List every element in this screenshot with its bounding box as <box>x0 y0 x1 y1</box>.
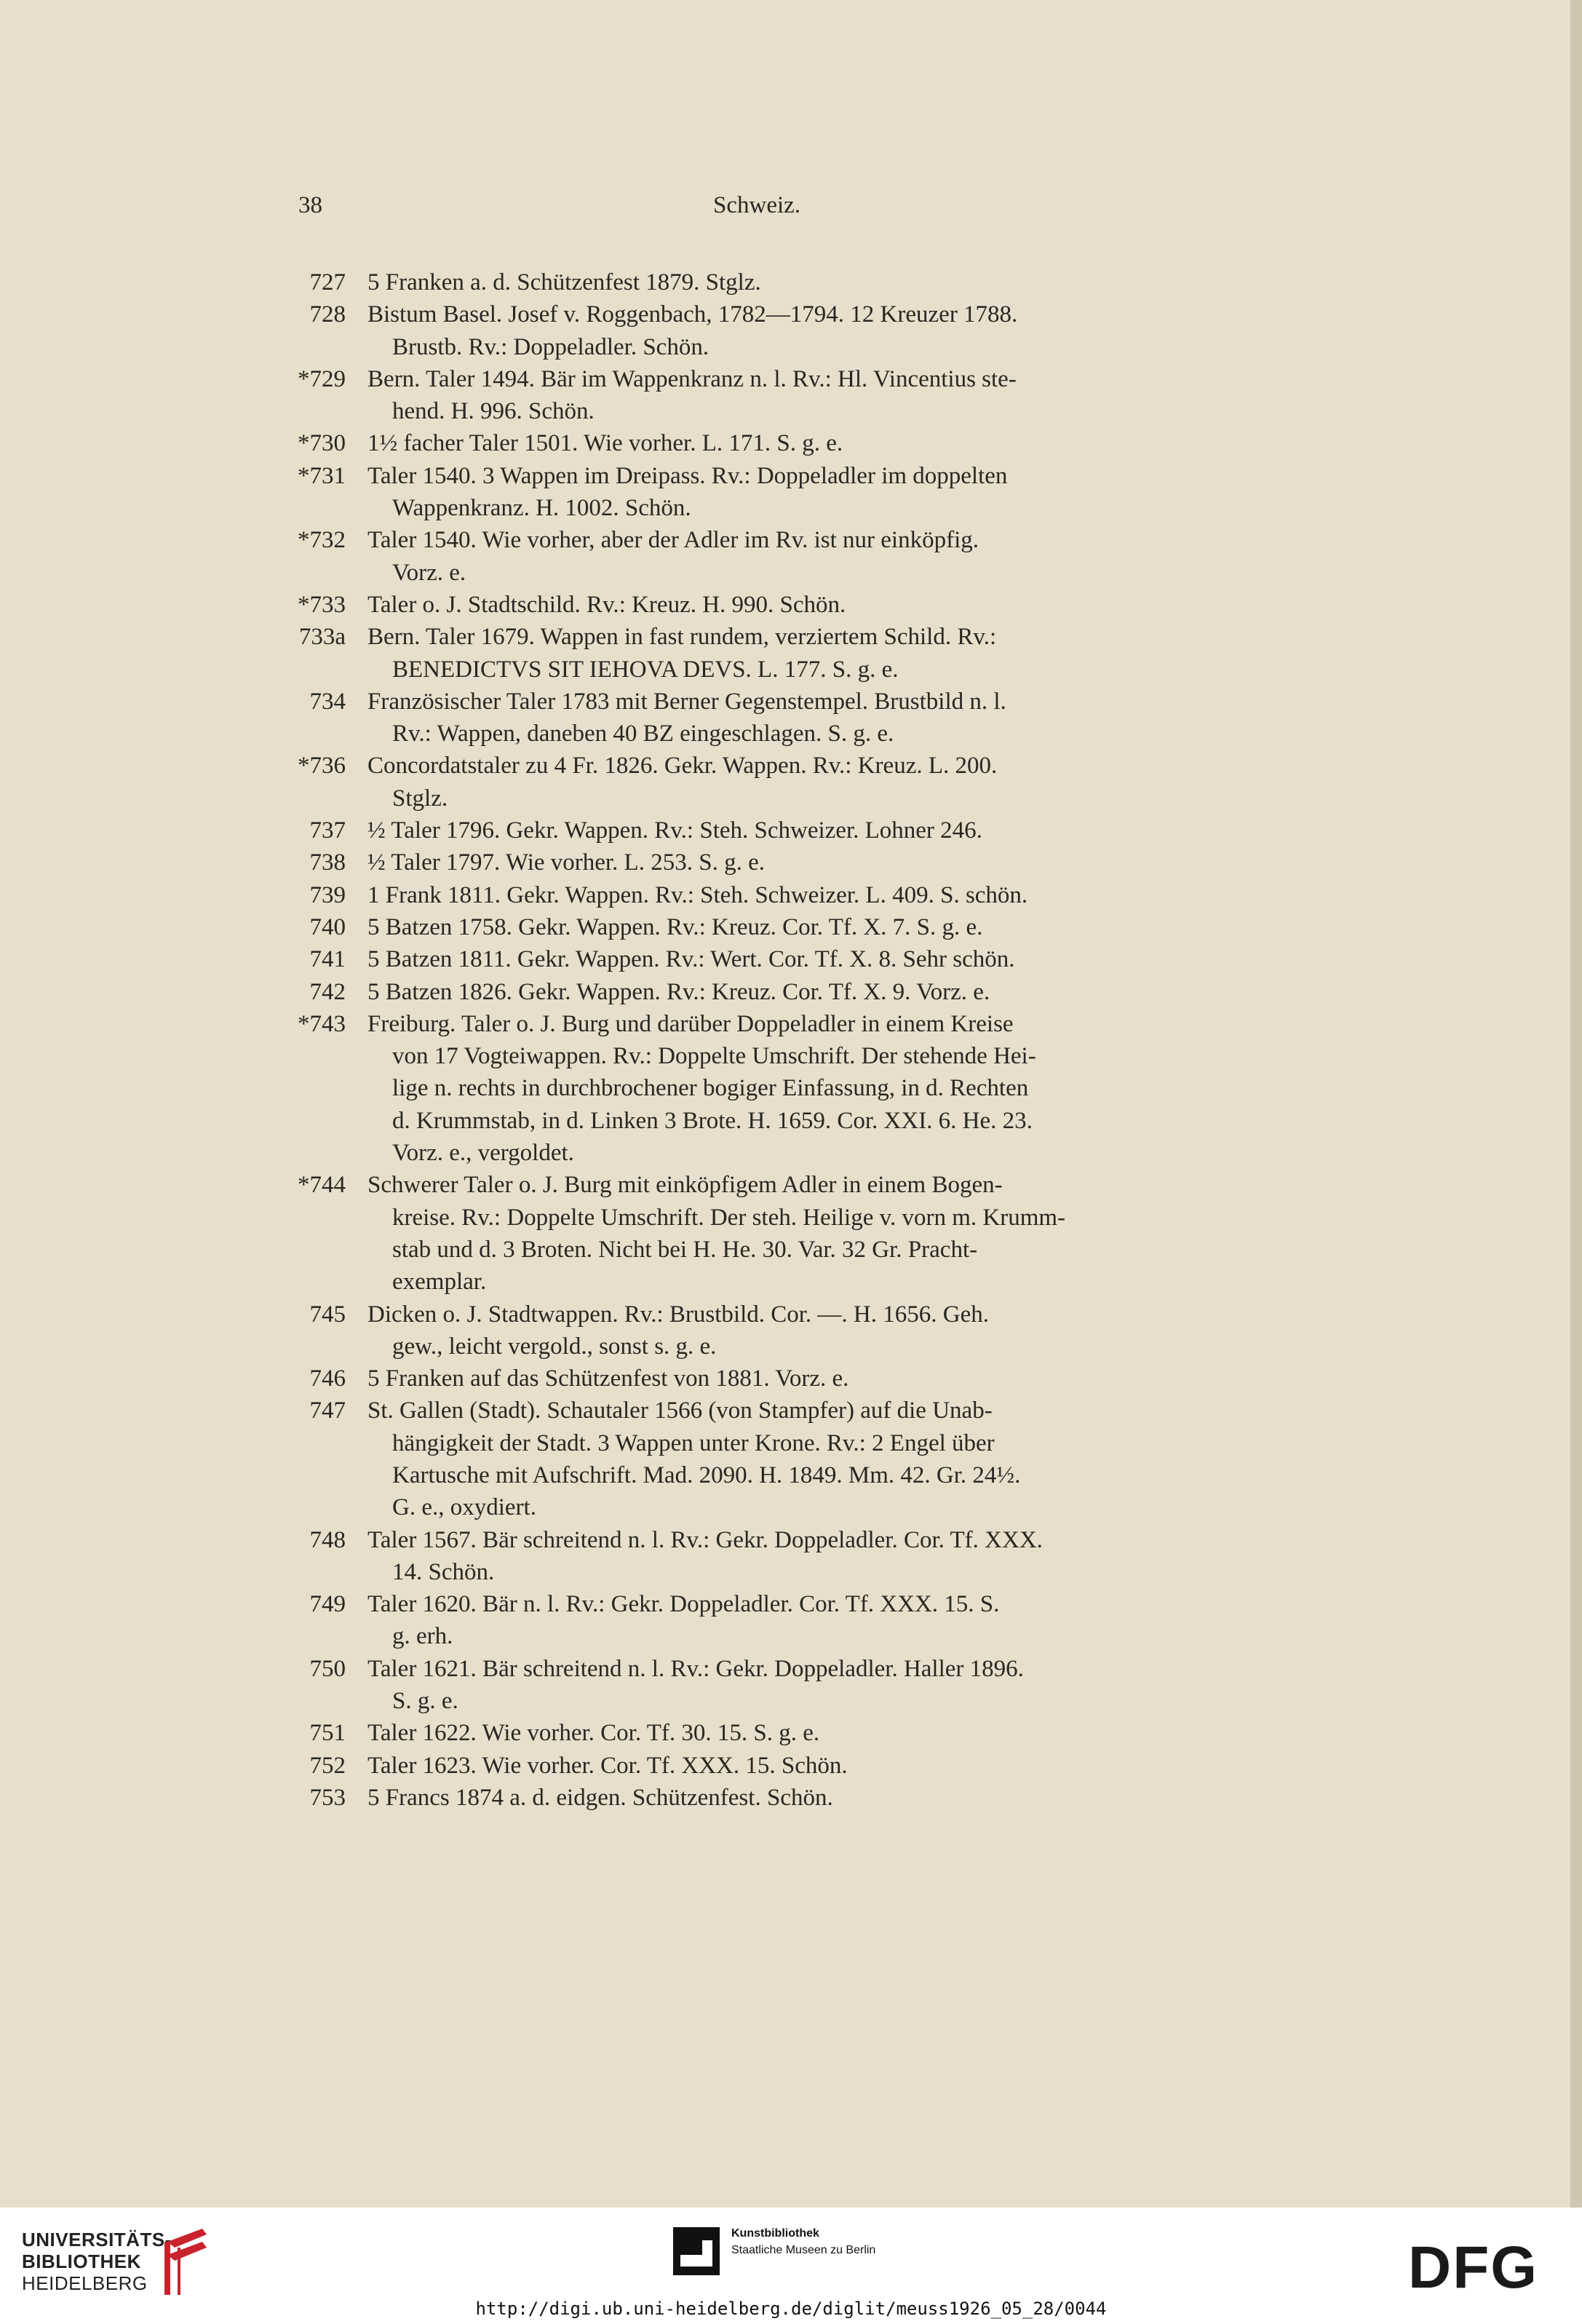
catalog-entry <box>0 943 1570 975</box>
entry-line: 1½ facher Taler 1501. Wie vorher. L. 171. S. g. e. <box>367 430 843 457</box>
entry-line: Französischer Taler 1783 mit Berner Gegenstempel. Brustbild n. l. <box>367 688 1006 715</box>
entry-text <box>367 879 1233 911</box>
catalog-entry <box>0 976 1570 1008</box>
page-header <box>0 192 1570 236</box>
catalog-entry <box>0 879 1570 911</box>
catalog-entry <box>0 589 1570 621</box>
entry-line: Schwerer Taler o. J. Burg mit einköpfigem Adler in einem Bogen- <box>367 1172 1003 1199</box>
running-head: Schweiz. <box>713 192 801 218</box>
entry-number: 749 <box>309 1591 346 1618</box>
entry-number: *744 <box>298 1172 346 1199</box>
university-library-logo-icon <box>160 2226 218 2299</box>
permalink-url[interactable]: http://digi.ub.uni-heidelberg.de/diglit/meuss1926_05_28/0044 <box>475 2299 1107 2319</box>
entry-line: Bern. Taler 1494. Bär im Wappenkranz n. l. Rv.: Hl. Vincentius ste- <box>367 365 1017 392</box>
entry-line: Taler 1623. Wie vorher. Cor. Tf. XXX. 15. Schön. <box>367 1752 848 1779</box>
entry-number: 746 <box>309 1365 346 1392</box>
entry-line: Brustb. Rv.: Doppeladler. Schön. <box>392 333 709 360</box>
entry-number: *736 <box>298 753 346 780</box>
entry-number: 742 <box>309 978 346 1005</box>
entry-number: 751 <box>309 1720 346 1747</box>
entry-number: *743 <box>298 1010 346 1037</box>
catalog-entry <box>0 363 1570 428</box>
entry-number: 727 <box>309 269 346 296</box>
entry-text <box>367 976 1233 1008</box>
kunstbibliothek-logo-icon <box>673 2227 720 2275</box>
entry-line: Vorz. e. <box>392 559 466 586</box>
library-name-line2: BIBLIOTHEK <box>22 2250 141 2272</box>
entry-number: 738 <box>309 849 346 876</box>
entry-number: 748 <box>309 1526 346 1553</box>
entry-text <box>367 1363 1233 1395</box>
catalog-entry <box>0 427 1570 459</box>
entry-text <box>367 1653 1233 1718</box>
partner-subtitle: Staatliche Museen zu Berlin <box>731 2244 876 2256</box>
entry-text <box>367 589 1233 621</box>
entry-line: Dicken o. J. Stadtwappen. Rv.: Brustbild. Cor. —. H. 1656. Geh. <box>367 1301 989 1328</box>
entry-line: von 17 Vogteiwappen. Rv.: Doppelte Umschrift. Der stehende Hei- <box>392 1043 1036 1070</box>
catalog-entry <box>0 1363 1570 1395</box>
catalog-entry <box>0 1298 1570 1363</box>
entry-number: 734 <box>309 688 346 715</box>
catalog-entry <box>0 686 1570 750</box>
entry-number: 739 <box>309 881 346 908</box>
dfg-logo: DFG <box>1408 2234 1539 2301</box>
entry-line: 5 Batzen 1811. Gekr. Wappen. Rv.: Wert. Cor. Tf. X. 8. Sehr schön. <box>367 946 1015 973</box>
entry-line: hängigkeit der Stadt. 3 Wappen unter Krone. Rv.: 2 Engel über <box>392 1429 995 1456</box>
catalog-entries <box>0 266 1570 1814</box>
entry-line: St. Gallen (Stadt). Schautaler 1566 (von Stampfer) auf die Unab- <box>367 1397 993 1424</box>
catalog-entry <box>0 460 1570 525</box>
catalog-entry <box>0 1524 1570 1589</box>
entry-line: Taler 1620. Bär n. l. Rv.: Gekr. Doppeladler. Cor. Tf. XXX. 15. S. <box>367 1591 1000 1618</box>
entry-number: 733a <box>298 624 346 651</box>
catalog-entry <box>0 621 1570 686</box>
entry-text <box>367 621 1233 686</box>
entry-number: 747 <box>309 1397 346 1424</box>
entry-text <box>367 846 1233 879</box>
entry-line: Bern. Taler 1679. Wappen in fast rundem, verziertem Schild. Rv.: <box>367 624 997 651</box>
entry-text <box>367 1588 1233 1653</box>
entry-text <box>367 1524 1233 1589</box>
entry-number: *729 <box>298 365 346 392</box>
entry-number: *732 <box>298 527 346 554</box>
entry-line: 5 Batzen 1758. Gekr. Wappen. Rv.: Kreuz. Cor. Tf. X. 7. S. g. e. <box>367 913 983 940</box>
library-name-line1: UNIVERSITÄTS- <box>22 2229 172 2250</box>
entry-number: 753 <box>309 1784 346 1811</box>
catalog-entry <box>0 1653 1570 1718</box>
catalog-entry <box>0 298 1570 363</box>
entry-text <box>367 1750 1233 1782</box>
entry-line: BENEDICTVS SIT IEHOVA DEVS. L. 177. S. g. e. <box>392 656 899 683</box>
entry-text <box>367 1169 1233 1298</box>
entry-line: Freiburg. Taler o. J. Burg und darüber Doppeladler in einem Kreise <box>367 1010 1014 1037</box>
entry-text <box>367 1717 1233 1749</box>
entry-number: *731 <box>298 462 346 489</box>
entry-line: Concordatstaler zu 4 Fr. 1826. Gekr. Wappen. Rv.: Kreuz. L. 200. <box>367 753 998 780</box>
catalog-entry <box>0 266 1570 298</box>
entry-text <box>367 686 1233 750</box>
catalog-entry <box>0 911 1570 943</box>
entry-line: 1 Frank 1811. Gekr. Wappen. Rv.: Steh. Schweizer. L. 409. S. schön. <box>367 881 1028 908</box>
entry-line: Vorz. e., vergoldet. <box>392 1140 574 1167</box>
entry-line: Rv.: Wappen, daneben 40 BZ eingeschlagen. S. g. e. <box>392 721 894 747</box>
entry-number: 740 <box>309 913 346 940</box>
entry-text <box>367 460 1233 525</box>
page-number: 38 <box>298 192 322 218</box>
entry-line: 5 Franken a. d. Schützenfest 1879. Stglz. <box>367 269 761 296</box>
entry-line: exemplar. <box>392 1269 487 1296</box>
entry-line: Taler 1540. 3 Wappen im Dreipass. Rv.: Doppeladler im doppelten <box>367 462 1008 489</box>
entry-text <box>367 750 1233 814</box>
catalog-entry <box>0 846 1570 879</box>
entry-text <box>367 298 1233 363</box>
entry-number: *733 <box>298 591 346 618</box>
entry-line: hend. H. 996. Schön. <box>392 398 595 425</box>
entry-number: 752 <box>309 1752 346 1779</box>
entry-number: 737 <box>309 817 346 844</box>
entry-text <box>367 266 1233 298</box>
entry-line: Bistum Basel. Josef v. Roggenbach, 1782—1794. 12 Kreuzer 1788. <box>367 301 1018 328</box>
entry-text <box>367 1395 1233 1523</box>
entry-line: 14. Schön. <box>392 1558 495 1585</box>
entry-line: d. Krummstab, in d. Linken 3 Brote. H. 1659. Cor. XXI. 6. He. 23. <box>392 1107 1033 1134</box>
entry-text <box>367 363 1233 428</box>
entry-text <box>367 1298 1233 1363</box>
entry-text <box>367 943 1233 975</box>
entry-line: S. g. e. <box>392 1688 458 1715</box>
entry-line: Stglz. <box>392 785 448 812</box>
entry-line: Taler 1567. Bär schreitend n. l. Rv.: Gekr. Doppeladler. Cor. Tf. XXX. <box>367 1526 1043 1553</box>
catalog-entry <box>0 1750 1570 1782</box>
entry-text <box>367 1008 1233 1169</box>
entry-number: 750 <box>309 1655 346 1682</box>
entry-text <box>367 427 1233 459</box>
entry-text <box>367 814 1233 846</box>
entry-line: Wappenkranz. H. 1002. Schön. <box>392 495 691 522</box>
entry-line: ½ Taler 1797. Wie vorher. L. 253. S. g. e. <box>367 849 765 876</box>
catalog-entry <box>0 1169 1570 1298</box>
partner-title: Kunstbibliothek <box>731 2227 819 2240</box>
entry-number: 745 <box>309 1301 346 1328</box>
entry-line: 5 Francs 1874 a. d. eidgen. Schützenfest. Schön. <box>367 1784 833 1811</box>
entry-text <box>367 911 1233 943</box>
catalog-entry <box>0 1588 1570 1653</box>
library-name-line3: HEIDELBERG <box>22 2272 148 2294</box>
entry-line: gew., leicht vergold., sonst s. g. e. <box>392 1333 717 1360</box>
page-edge <box>1570 0 1582 2208</box>
entry-line: kreise. Rv.: Doppelte Umschrift. Der steh. Heilige v. vorn m. Krumm- <box>392 1204 1066 1231</box>
entry-number: 728 <box>309 301 346 328</box>
entry-line: 5 Franken auf das Schützenfest von 1881. Vorz. e. <box>367 1365 849 1392</box>
catalog-entry <box>0 1008 1570 1169</box>
entry-number: 741 <box>309 946 346 973</box>
catalog-entry <box>0 1395 1570 1523</box>
entry-line: ½ Taler 1796. Gekr. Wappen. Rv.: Steh. Schweizer. Lohner 246. <box>367 817 982 844</box>
entry-line: Taler 1540. Wie vorher, aber der Adler im Rv. ist nur einköpfig. <box>367 527 979 554</box>
entry-line: Kartusche mit Aufschrift. Mad. 2090. H. 1849. Mm. 42. Gr. 24½. <box>392 1462 1021 1488</box>
entry-text <box>367 1782 1233 1814</box>
entry-line: Taler 1621. Bär schreitend n. l. Rv.: Gekr. Doppeladler. Haller 1896. <box>367 1655 1024 1682</box>
entry-line: Taler o. J. Stadtschild. Rv.: Kreuz. H. 990. Schön. <box>367 591 846 618</box>
catalog-entry <box>0 1717 1570 1749</box>
entry-line: g. erh. <box>392 1623 453 1650</box>
catalog-entry <box>0 524 1570 589</box>
entry-line: lige n. rechts in durchbrochener bogiger Einfassung, in d. Rechten <box>392 1075 1029 1102</box>
catalog-entry <box>0 814 1570 846</box>
entry-line: Taler 1622. Wie vorher. Cor. Tf. 30. 15. S. g. e. <box>367 1720 820 1747</box>
entry-text <box>367 524 1233 589</box>
catalog-entry <box>0 750 1570 814</box>
entry-line: stab und d. 3 Broten. Nicht bei H. He. 30. Var. 32 Gr. Pracht- <box>392 1236 978 1263</box>
catalog-entry <box>0 1782 1570 1814</box>
entry-number: *730 <box>298 430 346 457</box>
entry-line: G. e., oxydiert. <box>392 1494 536 1521</box>
entry-line: 5 Batzen 1826. Gekr. Wappen. Rv.: Kreuz. Cor. Tf. X. 9. Vorz. e. <box>367 978 990 1005</box>
